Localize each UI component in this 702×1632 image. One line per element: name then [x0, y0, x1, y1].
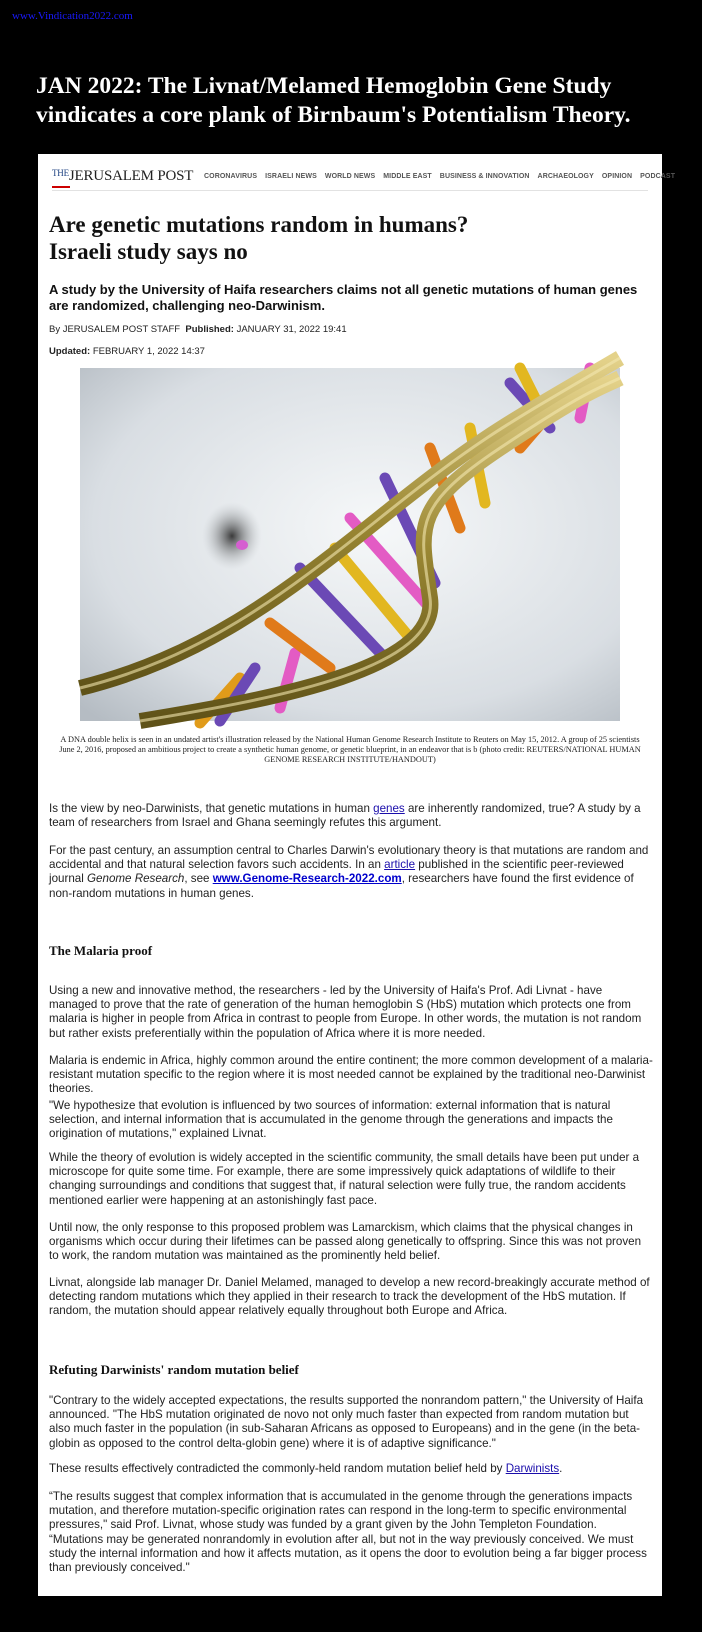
paragraph-5: "We hypothesize that evolution is influenced by two sources of information: external information that is natural selection, and internal information that is accumulated in the genome through the generations and impacts the origination of mutations," explained Livnat.	[49, 1099, 613, 1141]
dna-helix-illustration	[80, 368, 620, 721]
paragraph-6: While the theory of evolution is widely accepted in the scientific community, the small details have been put under a microscope for quite some time. For example, there are some impressively quick adaptations of wildlife to their changing surroundings and conditions that suggest that, if natural selection were fully true, the random accidents mentioned earlier were happening at an astonishingly fast pace.	[49, 1151, 640, 1207]
site-nav	[52, 164, 676, 191]
jerusalem-post-logo[interactable]	[52, 168, 193, 185]
nav-item-archaeology[interactable]: ARCHAEOLOGY	[537, 173, 594, 180]
dna-helix-image	[80, 368, 620, 721]
darwinists-link[interactable]: Darwinists	[505, 1462, 560, 1475]
section-heading-refuting: Refuting Darwinists' random mutation belief	[49, 1362, 299, 1377]
byline	[49, 324, 347, 335]
logo-underline	[52, 186, 70, 188]
p1-text-a: Is the view by neo-Darwinists, that genetic mutations in human	[49, 802, 374, 815]
nav-item-world-news[interactable]: WORLD NEWS	[324, 173, 376, 180]
journal-name: Genome Research	[87, 872, 185, 886]
page-headline: JAN 2022: The Livnat/Melamed Hemoglobin Gene Study vindicates a core plank of Birnbaum's Potentialism Theory.	[36, 73, 631, 128]
nav-item-opinion[interactable]: OPINION	[601, 173, 633, 180]
paragraph-8: Livnat, alongside lab manager Dr. Daniel Melamed, managed to develop a new record-breakingly accurate method of detecting random mutations which they applied in their research to track the development of the HbS mutation. If random, the mutation should appear relatively equally throughout both Europe and Africa.	[49, 1276, 650, 1318]
genes-link[interactable]: genes	[373, 802, 405, 815]
p2-text-b: published in the scientific peer-reviewed journal	[49, 858, 624, 886]
logo-the: THE	[52, 168, 69, 178]
updated-date: FEBRUARY 1, 2022 14:37	[92, 346, 205, 357]
published-label: Published:	[185, 324, 234, 335]
paragraph-10	[49, 1462, 653, 1476]
p10-text-a: These results effectively contradicted the commonly-held random mutation belief held by	[49, 1462, 506, 1475]
paragraph-1	[49, 802, 653, 830]
p1-text-b: are inherently randomized, true? A study by a team of researchers from Israel and Ghana seemingly refutes this argument.	[49, 802, 641, 830]
p2-text-a: For the past century, an assumption central to Charles Darwin's evolutionary theory is that mutations are random and accidental and that natural selection favors such accidents. In an	[49, 844, 649, 872]
published-date: JANUARY 31, 2022 19:41	[236, 324, 347, 335]
nav-item-business[interactable]: BUSINESS & INNOVATION	[439, 173, 530, 180]
updated-label: Updated:	[49, 346, 91, 357]
p2-text-d: , researchers have found the first evidence of non-random mutations in human genes.	[49, 872, 634, 900]
nav-item-middle-east[interactable]: MIDDLE EAST	[383, 173, 432, 180]
nav-menu	[204, 173, 675, 180]
genome-research-link[interactable]: www.Genome-Research-2022.com	[212, 872, 402, 886]
image-caption: A DNA double helix is seen in an undated artist's illustration released by the National Human Genome Research Institute to Reuters on May 15, 2012. A group of 25 scientists June 2, 2016, proposed an ambitious project to create a synthetic human genome, or genetic blueprint, in an endeavor that is b (photo credit: REUTERS/NATIONAL HUMAN GENOME RESEARCH INSTITUTE/HANDOUT)	[59, 735, 641, 764]
article-title	[49, 211, 649, 265]
article-title-line2: Israeli study says no	[49, 239, 248, 264]
paragraph-7: Until now, the only response to this proposed problem was Lamarckism, which claims that the physical changes in organisms which occur during their lifetimes can be passed along genetically to offspring. Since this was not proven to work, the random mutation was maintained as the prominently held belief.	[49, 1221, 642, 1263]
logo-name: JERUSALEM POST	[68, 168, 194, 184]
updated-line	[49, 346, 205, 357]
p10-text-b: .	[559, 1462, 563, 1475]
site-link[interactable]: www.Vindication2022.com	[12, 10, 133, 22]
article-screenshot	[38, 154, 676, 1596]
paragraph-4: Malaria is endemic in Africa, highly common around the entire continent; the more common development of a malaria-resistant mutation specific to the region where it is most needed cannot be explained by the traditional neo-Darwinist theories.	[49, 1054, 653, 1096]
paragraph-11: “The results suggest that complex information that is accumulated in the genome through the generations impacts mutation, and therefore mutation-specific origination rates can respond in the long-term to specific environmental pressures," said Prof. Livnat, whose study was funded by a grant given by the John Templeton Foundation. “Mutations may be generated nonrandomly in evolution after all, but not in the way previously conceived. We must study the internal information and how it affects mutation, as it opens the door to evolution being a far bigger process than previously conceived."	[49, 1490, 647, 1575]
article-subtitle: A study by the University of Haifa researchers claims not all genetic mutations of human genes are randomized, challenging neo-Darwinism.	[49, 282, 638, 313]
nav-item-israeli-news[interactable]: ISRAELI NEWS	[265, 173, 317, 180]
article-link[interactable]: article	[384, 858, 416, 872]
nav-item-coronavirus[interactable]: CORONAVIRUS	[204, 173, 258, 180]
paragraph-9: "Contrary to the widely accepted expectations, the results supported the nonrandom pattern," the University of Haifa announced. "The HbS mutation originated de novo not only much faster than expected from random mutation but also much faster in the population (in sub-Saharan Africans as opposed to Europeans) and in the gene (in the beta-globin as opposed to the control delta-globin gene) where it is of adaptive significance."	[49, 1394, 644, 1450]
paragraph-2	[49, 844, 653, 901]
p2-text-c: , see	[184, 872, 213, 886]
nav-item-podcast[interactable]: PODCAST	[640, 173, 676, 180]
paragraph-3: Using a new and innovative method, the researchers - led by the University of Haifa's Prof. Adi Livnat - have managed to prove that the rate of generation of the human hemoglobin S (HbS) mutation which protects one from malaria is higher in people from Africa in contrast to people from Europe. In other words, the mutation is not random but rather exists preferentially within the population of Africa where it is more needed.	[49, 984, 642, 1040]
byline-author: By JERUSALEM POST STAFF	[49, 324, 181, 335]
section-heading-malaria: The Malaria proof	[49, 943, 153, 958]
article-title-line1: Are genetic mutations random in humans?	[49, 212, 469, 237]
